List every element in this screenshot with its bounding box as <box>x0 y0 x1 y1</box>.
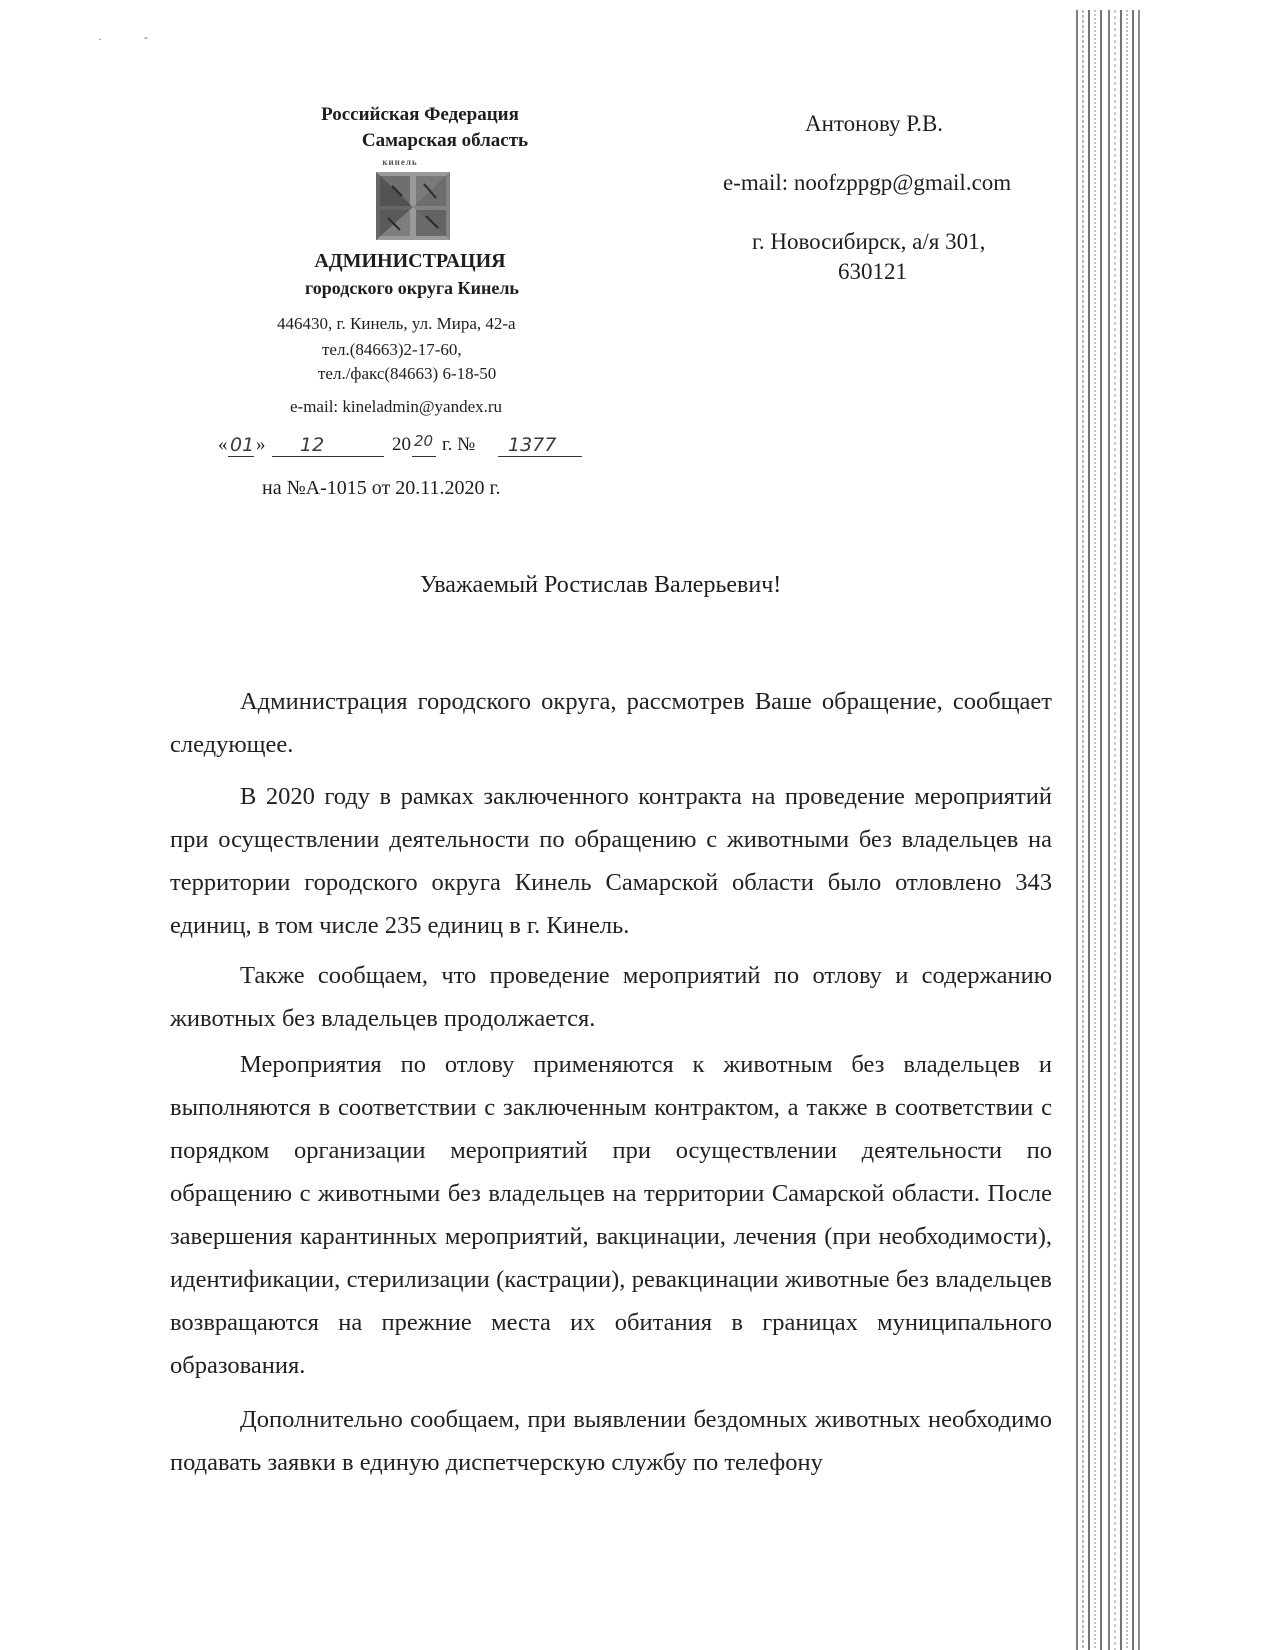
scan-speck: · <box>98 32 102 46</box>
year-underline <box>412 456 436 457</box>
binding-border <box>1075 0 1145 1650</box>
sender-phone: тел.(84663)2-17-60, <box>322 340 462 359</box>
reference-line: на №А-1015 от 20.11.2020 г. <box>262 477 501 499</box>
sender-region: Самарская область <box>361 130 529 151</box>
sender-fax: тел./факс(84663) 6-18-50 <box>318 364 497 383</box>
date-year-suffix: 20 <box>414 432 434 450</box>
body-paragraph: Администрация городского округа, рассмотрев Ваше обращение, сообщает следующее. <box>170 687 1052 758</box>
sender-country: Российская Федерация <box>321 104 519 125</box>
registration-number: 1377 <box>508 434 557 456</box>
recipient-email: e-mail: noofzppgp@gmail.com <box>723 170 1012 195</box>
body-paragraph: Мероприятия по отлову применяются к животным без владельцев и выполняются в соответствии с заключенным контрактом, а также в соответствии с порядком организации мероприятий при осуществлении деятельности по обращению с животными без владельцев на территории Самарской области. После завершения карантинных мероприятий, вакцинации, лечения (при необходимости), идентификации, стерилизации (кастрации), ревакцинации животные без владельцев возвращаются на прежние места их обитания в границах муниципального образования. <box>170 1050 1052 1379</box>
salutation: Уважаемый Ростислав Валерьевич! <box>420 572 782 598</box>
body-paragraph: В 2020 году в рамках заключенного контракта на проведение мероприятий при осуществлении деятельности по обращению с животными без владельцев на территории городского округа Кинель Самарской области было отловлено 343 единиц, в том числе 235 единиц в г. Кинель. <box>170 782 1052 939</box>
scan-speck: - <box>144 30 148 44</box>
month-underline <box>272 456 384 457</box>
coat-of-arms-icon <box>372 170 454 244</box>
sender-email: e-mail: kineladmin@yandex.ru <box>290 397 503 416</box>
date-month: 12 <box>300 434 325 456</box>
number-label: г. № <box>442 434 476 455</box>
date-day: 01 <box>230 434 255 456</box>
outgoing-registration <box>218 432 598 466</box>
body-paragraph: Также сообщаем, что проведение мероприятий по отлову и содержанию животных без владельцев продолжается. <box>170 961 1052 1032</box>
date-open-quote: « <box>218 434 228 455</box>
sender-address: 446430, г. Кинель, ул. Мира, 42-а <box>277 314 516 333</box>
recipient-city: г. Новосибирск, а/я 301, <box>752 229 986 254</box>
sender-district: городского округа Кинель <box>305 278 519 298</box>
recipient-zip: 630121 <box>838 259 907 284</box>
sender-admin-title: АДМИНИСТРАЦИЯ <box>314 250 506 272</box>
day-underline <box>228 456 254 457</box>
date-close-quote: » <box>256 434 266 455</box>
body-paragraph: Дополнительно сообщаем, при выявлении бездомных животных необходимо подавать заявки в единую диспетчерскую службу по телефону <box>170 1405 1052 1476</box>
recipient-name: Антонову Р.В. <box>805 111 944 136</box>
date-year-prefix: 20 <box>392 434 411 455</box>
coat-of-arms-caption: кинель <box>382 157 418 167</box>
number-underline <box>498 456 582 457</box>
